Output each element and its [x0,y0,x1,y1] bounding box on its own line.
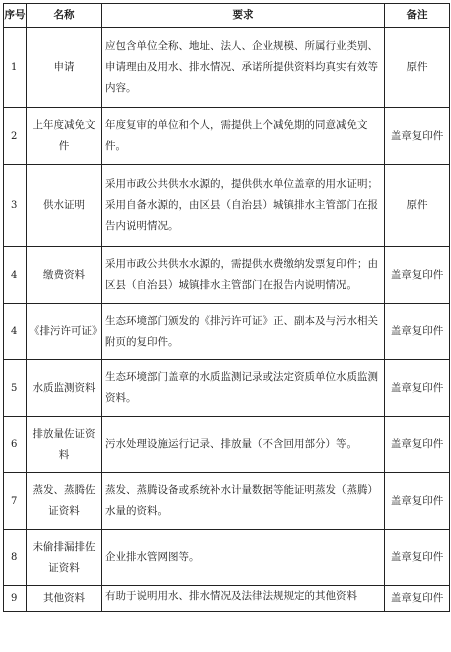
row-name: 缴费资料 [27,247,102,304]
header-note: 备注 [385,4,450,28]
row-name: 排放量佐证资料 [27,417,102,473]
row-requirement: 生态环境部门盖章的水质监测记录或法定资质单位水质监测资料。 [102,360,385,417]
row-note: 盖章复印件 [385,304,450,360]
row-no: 3 [4,165,27,247]
row-note: 盖章复印件 [385,417,450,473]
row-no: 8 [4,530,27,586]
row-requirement: 生态环境部门颁发的《排污许可证》正、副本及与污水相关附页的复印件。 [102,304,385,360]
header-requirement: 要求 [102,4,385,28]
requirements-table [3,3,450,612]
row-name: 上年度减免文件 [27,108,102,165]
row-no: 4 [4,247,27,304]
row-requirement: 采用市政公共供水水源的，提供供水单位盖章的用水证明；采用自备水源的，由区县（自治县）城镇排水主管部门在报告内说明情况。 [102,165,385,247]
row-note: 盖章复印件 [385,586,450,612]
row-name: 其他资料 [27,586,102,612]
table-row [4,530,450,586]
row-requirement: 蒸发、蒸腾设备或系统补水计量数据等能证明蒸发（蒸腾）水量的资料。 [102,473,385,530]
header-no: 序号 [4,4,27,28]
table-row [4,28,450,108]
row-requirement: 年度复审的单位和个人，需提供上个减免期的同意减免文件。 [102,108,385,165]
row-requirement-text: 有助于说明用水、排水情况及法律法规规定的其他资料 [105,590,357,602]
row-no: 6 [4,417,27,473]
table-header-row [4,4,450,28]
table-row [4,247,450,304]
table-row [4,473,450,530]
row-requirement: 污水处理设施运行记录、排放量（不含回用部分）等。 [102,417,385,473]
row-name: 蒸发、蒸腾佐证资料 [27,473,102,530]
row-note: 盖章复印件 [385,247,450,304]
row-no: 5 [4,360,27,417]
table-row [4,586,450,612]
table-row [4,108,450,165]
row-requirement [102,586,385,612]
row-name: 申请 [27,28,102,108]
header-name: 名称 [27,4,102,28]
table-row [4,417,450,473]
table-row [4,165,450,247]
row-no: 7 [4,473,27,530]
table-row [4,304,450,360]
row-name: 《排污许可证》 [27,304,102,360]
row-note: 原件 [385,165,450,247]
row-no: 9 [4,586,27,612]
row-name: 供水证明 [27,165,102,247]
row-requirement: 企业排水管网图等。 [102,530,385,586]
row-no: 2 [4,108,27,165]
document-page [3,3,449,612]
row-requirement: 应包含单位全称、地址、法人、企业规模、所属行业类别、申请理由及用水、排水情况、承诺所提供资料均真实有效等内容。 [102,28,385,108]
table-row [4,360,450,417]
row-no: 1 [4,28,27,108]
row-note: 盖章复印件 [385,108,450,165]
row-requirement: 采用市政公共供水水源的，需提供水费缴纳发票复印件；由区县（自治县）城镇排水主管部门在报告内说明情况。 [102,247,385,304]
row-note: 盖章复印件 [385,530,450,586]
row-name: 水质监测资料 [27,360,102,417]
row-note: 盖章复印件 [385,473,450,530]
row-note: 原件 [385,28,450,108]
row-no: 4 [4,304,27,360]
row-note: 盖章复印件 [385,360,450,417]
watermark-smudge [274,630,449,650]
row-name: 未偷排漏排佐证资料 [27,530,102,586]
